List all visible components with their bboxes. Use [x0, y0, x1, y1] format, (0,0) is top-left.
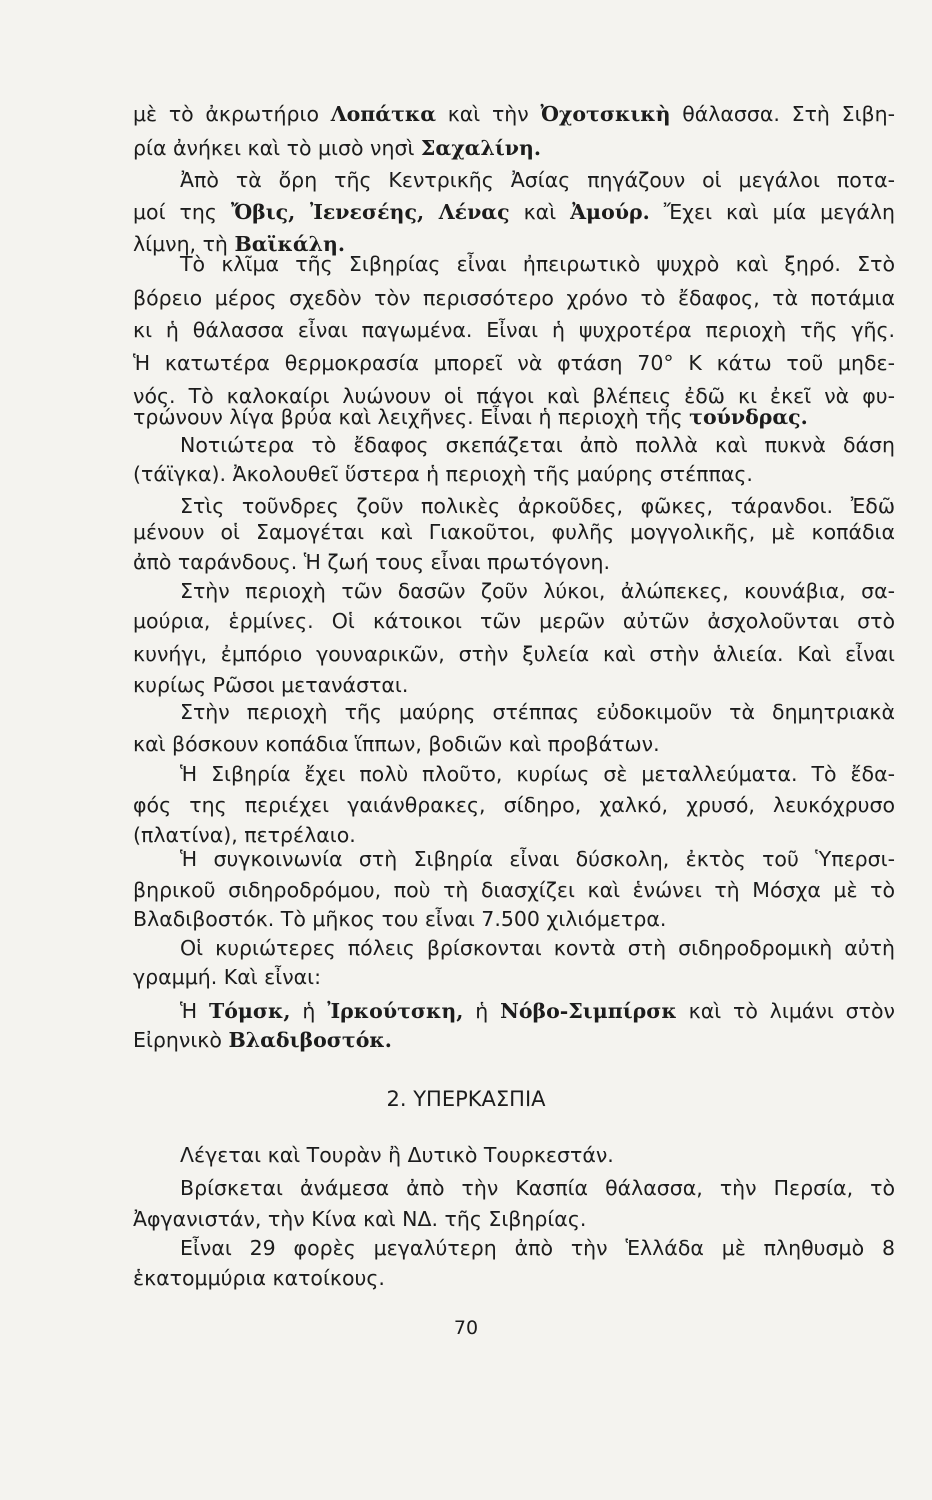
text-line: Εἶναι 29 φορὲς μεγαλύτερη ἀπὸ τὴν Ἑλλάδα μὲ πληθυσμὸ 8: [180, 1236, 895, 1260]
river-names: Ὄβις, Ἰενεσέης, Λένας: [230, 200, 510, 224]
text-line: ρία ἀνήκει καὶ τὸ μισὸ νησὶ Σαχαλίνη.: [133, 136, 542, 160]
text-line: γραμμή. Καὶ εἶναι:: [133, 965, 322, 989]
city-name: Τόμσκ,: [209, 999, 291, 1023]
text-line: Ἀφγανιστάν, τὴν Κίνα καὶ ΝΔ. τῆς Σιβηρίας.: [133, 1207, 587, 1231]
place-name: Ὀχοτσκικὴ: [540, 102, 671, 126]
text-line: μένουν οἱ Σαμογέται καὶ Γιακοῦτοι, φυλῆς μογγολικῆς, μὲ κοπάδια: [133, 520, 895, 544]
text-line: Τὸ κλῖμα τῆς Σιβηρίας εἶναι ἠπειρωτικὸ ψυχρὸ καὶ ξηρό. Στὸ: [180, 252, 895, 276]
text-line: Λέγεται καὶ Τουρὰν ἢ Δυτικὸ Τουρκεστάν.: [180, 1143, 614, 1167]
text-line: Ἡ Τόμσκ, ἡ Ἰρκούτσκη, ἡ Νόβο-Σιμπίρσκ καὶ τὸ λιμάνι στὸν: [180, 999, 895, 1023]
text-line: Ἀπὸ τὰ ὄρη τῆς Κεντρικῆς Ἀσίας πηγάζουν οἱ μεγάλοι ποτα-: [180, 168, 895, 192]
text-line: (τάϊγκα). Ἀκολουθεῖ ὕστερα ἡ περιοχὴ τῆς μαύρης στέππας.: [133, 462, 753, 486]
text-line: βηρικοῦ σιδηροδρόμου, ποὺ τὴ διασχίζει καὶ ἑνώνει τὴ Μόσχα μὲ τὸ: [133, 878, 895, 902]
text-line: μούρια, ἑρμίνες. Οἱ κάτοικοι τῶν μερῶν αὐτῶν ἀσχολοῦνται στὸ: [133, 609, 895, 633]
page-number: 70: [453, 1317, 479, 1339]
text-line: ἑκατομμύρια κατοίκους.: [133, 1266, 385, 1290]
text-line: Στὶς τοῦνδρες ζοῦν πολικὲς ἀρκοῦδες, φῶκες, τάρανδοι. Ἐδῶ: [180, 494, 895, 518]
text-line: νός. Τὸ καλοκαίρι λυώνουν οἱ πάγοι καὶ βλέπεις ἐδῶ κι ἐκεῖ νὰ φυ-: [133, 384, 895, 408]
text-line: βόρειο μέρος σχεδὸν τὸν περισσότερο χρόνο τὸ ἔδαφος, τὰ ποτάμια: [133, 286, 895, 310]
text-line: Οἱ κυριώτερες πόλεις βρίσκονται κοντὰ στὴ σιδηροδρομικὴ αὐτὴ: [180, 936, 895, 960]
text-line: Ἡ Σιβηρία ἔχει πολὺ πλοῦτο, κυρίως σὲ μεταλλεύματα. Τὸ ἔδα-: [180, 762, 895, 786]
text-line: Βλαδιβοστόκ. Τὸ μῆκος του εἶναι 7.500 χιλιόμετρα.: [133, 907, 667, 931]
text-line: μοί της Ὄβις, Ἰενεσέης, Λένας καὶ Ἀμούρ. Ἔχει καὶ μία μεγάλη: [133, 200, 896, 224]
text-line: Ἡ συγκοινωνία στὴ Σιβηρία εἶναι δύσκολη, ἐκτὸς τοῦ Ὑπερσι-: [180, 847, 895, 871]
text-line: καὶ βόσκουν κοπάδια ἵππων, βοδιῶν καὶ προβάτων.: [133, 732, 660, 756]
place-name: Σαχαλίνη.: [420, 136, 542, 160]
city-name: Βλαδιβοστόκ.: [228, 1028, 392, 1052]
text-line: κι ἡ θάλασσα εἶναι παγωμένα. Εἶναι ἡ ψυχροτέρα περιοχὴ τῆς γῆς.: [133, 318, 895, 342]
river-name: Ἀμούρ.: [570, 200, 650, 224]
text-line: κυνήγι, ἐμπόριο γουναρικῶν, στὴν ξυλεία καὶ στὴν ἁλιεία. Καὶ εἶναι: [133, 642, 895, 666]
text-line: κυρίως Ρῶσοι μετανάσται.: [133, 673, 409, 697]
text-line: Βρίσκεται ἀνάμεσα ἀπὸ τὴν Κασπία θάλασσα, τὴν Περσία, τὸ: [180, 1176, 895, 1200]
city-name: Ἰρκούτσκη,: [327, 999, 464, 1023]
text-line: Νοτιώτερα τὸ ἔδαφος σκεπάζεται ἀπὸ πολλὰ καὶ πυκνὰ δάση: [180, 433, 895, 457]
text-line: λίμνη, τὴ Βαϊκάλη.: [133, 232, 346, 256]
text-line: τρώνουν λίγα βρύα καὶ λειχῆνες. Εἶναι ἡ περιοχὴ τῆς τούνδρας.: [133, 405, 808, 429]
text-line: Στὴν περιοχὴ τῆς μαύρης στέππας εὐδοκιμοῦν τὰ δημητριακὰ: [180, 700, 895, 724]
text-line: φός της περιέχει γαιάνθρακες, σίδηρο, χαλκό, χρυσό, λευκόχρυσο: [133, 793, 895, 817]
text-line: Ἡ κατωτέρα θερμοκρασία μπορεῖ νὰ φτάση 70° Κ κάτω τοῦ μηδε-: [133, 351, 895, 375]
text-line: ἀπὸ ταράνδους. Ἡ ζωή τους εἶναι πρωτόγονη.: [133, 550, 610, 574]
text-line: Εἰρηνικὸ Βλαδιβοστόκ.: [133, 1028, 392, 1052]
city-name: Νόβο-Σιμπίρσκ: [500, 999, 677, 1023]
text-line: (πλατίνα), πετρέλαιο.: [133, 823, 356, 847]
text-line: Στὴν περιοχὴ τῶν δασῶν ζοῦν λύκοι, ἀλώπεκες, κουνάβια, σα-: [180, 579, 895, 603]
term-tundra: τούνδρας.: [689, 405, 808, 429]
text-line: μὲ τὸ ἀκρωτήριο Λοπάτκα καὶ τὴν Ὀχοτσκικὴ θάλασσα. Στὴ Σιβη-: [133, 102, 895, 126]
section-heading: 2. ΥΠΕΡΚΑΣΠΙΑ: [386, 1087, 546, 1111]
place-name: Λοπάτκα: [330, 102, 437, 126]
lake-name: Βαϊκάλη.: [234, 232, 346, 256]
